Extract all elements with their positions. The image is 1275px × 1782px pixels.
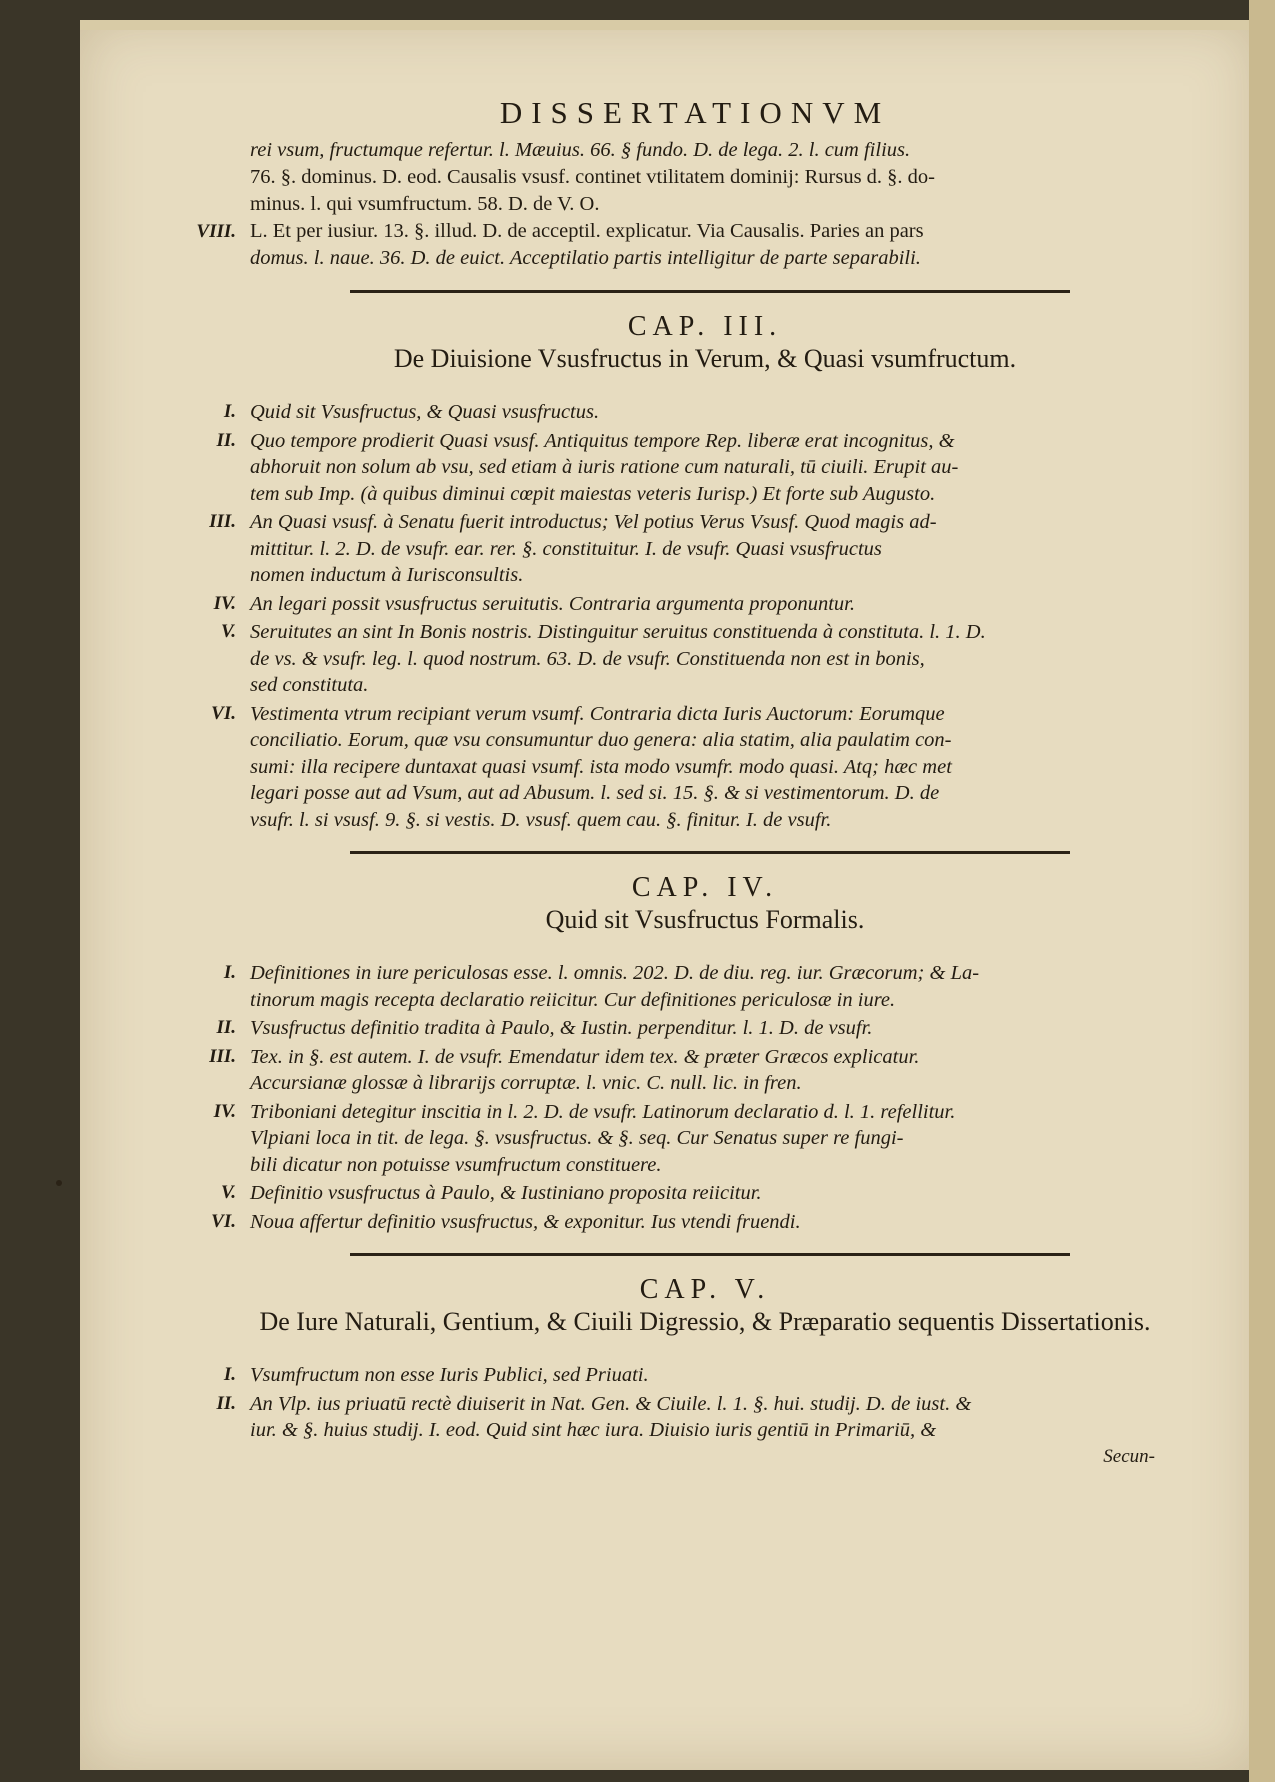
summary-item: [175, 399, 1175, 426]
margin-ink-dot: [56, 1180, 62, 1186]
chapter-subtitle: Quid sit Vsusfructus Formalis.: [545, 905, 865, 934]
summary-line: [175, 1070, 1175, 1097]
summary-line: [175, 509, 1175, 536]
item-number: [175, 536, 250, 563]
chapter-summary-list: [175, 399, 1175, 833]
summary-line: [175, 454, 1175, 481]
chapter-title: CAP. IV.: [631, 872, 779, 903]
item-text: abhoruit non solum ab vsu, sed etiam à iuris ratione cum naturali, tū ciuili. Erupit au-: [250, 456, 959, 478]
item-number: [175, 1417, 250, 1444]
item-text: An Vlp. ius priuatū rectè diuiserit in Nat. Gen. & Ciuile. l. 1. §. hui. studij. D. de iust. &: [250, 1392, 972, 1415]
item-text: Vsusfructus definitio tradita à Paulo, & Iustin. perpenditur. l. 1. D. de vsufr.: [250, 1017, 873, 1039]
item-number: IV.: [213, 1100, 236, 1122]
item-number: VI.: [211, 702, 236, 724]
item-number: [175, 562, 250, 589]
summary-line: [175, 960, 1175, 987]
item-number: [175, 780, 250, 807]
item-text: mittitur. l. 2. D. de vsufr. ear. rer. §. constituitur. I. de vsufr. Quasi vsusfructus: [250, 537, 882, 560]
summary-line: [175, 1152, 1175, 1179]
summary-line: [175, 754, 1175, 781]
item-number: [175, 481, 250, 508]
item-number: I.: [223, 1364, 236, 1385]
summary-line: [175, 1099, 1175, 1126]
item-number: [175, 646, 250, 673]
item-text: Quid sit Vsusfructus, & Quasi vsusfructus.: [250, 401, 600, 423]
item-text: tem sub Imp. (à quibus diminui cœpit maiestas veteris Iurisp.) Et forte sub Augusto.: [250, 482, 936, 505]
item-text: Vlpiani loca in tit. de lega. §. vsusfructus. & §. seq. Cur Senatus super re fungi-: [250, 1127, 904, 1149]
summary-line: [175, 1125, 1175, 1152]
summary-item: [175, 1099, 1175, 1179]
page-content: [175, 95, 1175, 1468]
item-text: de vs. & vsufr. leg. l. quod nostrum. 63. D. de vsufr. Constituenda non est in bonis,: [250, 647, 925, 670]
item-viii: [175, 218, 1175, 245]
item-number: [175, 807, 250, 834]
item-number: III.: [209, 1045, 236, 1067]
chapter-summary-list: [175, 960, 1175, 1235]
summary-item: [175, 591, 1175, 618]
summary-line: [175, 1044, 1175, 1071]
item-number: V.: [221, 621, 236, 642]
summary-line: [175, 727, 1175, 754]
item-text: Definitiones in iure periculosas esse. l. omnis. 202. D. de diu. reg. iur. Græcorum; & La-: [250, 962, 980, 984]
summary-line: [175, 481, 1175, 508]
item-text: L. Et per iusiur. 13. §. illud. D. de acceptil. explicatur. Via Causalis. Paries an pars: [250, 220, 924, 242]
item-number: IV.: [213, 592, 236, 614]
chapters-container: [175, 290, 1175, 1444]
item-number: [175, 1125, 250, 1152]
item-number: II.: [216, 1392, 236, 1414]
summary-item: [175, 1044, 1175, 1097]
chapter-divider-rule: [350, 290, 1070, 293]
summary-item: [175, 428, 1175, 508]
summary-line: [175, 562, 1175, 589]
continuation-line: 76. §. dominus. D. eod. Causalis vsusf. continet vtilitatem dominij: Rursus d. §. do-: [250, 166, 936, 188]
item-text: Noua affertur definitio vsusfructus, & exponitur. Ius vtendi fruendi.: [250, 1210, 801, 1233]
facing-page-edge: [1249, 0, 1275, 1782]
item-text: bili dicatur non potuisse vsumfructum constituere.: [250, 1153, 662, 1176]
summary-line: [175, 399, 1175, 426]
item-number: VI.: [211, 1210, 236, 1232]
summary-line: [175, 428, 1175, 455]
item-text: sed constituta.: [250, 674, 369, 696]
summary-item: [175, 1391, 1175, 1444]
chapter-subtitle: De Iure Naturali, Gentium, & Ciuili Digressio, & Præparatio sequentis Dissertationis.: [259, 1307, 1151, 1336]
item-number: VIII.: [196, 221, 236, 242]
item-text: An legari possit vsusfructus seruitutis. Contraria argumenta proponuntur.: [250, 592, 855, 615]
item-text: tinorum magis recepta declaratio reiicitur. Cur definitiones periculosæ in iure.: [250, 988, 896, 1011]
summary-line: [175, 701, 1175, 728]
summary-line: [175, 1417, 1175, 1444]
summary-line: [175, 1362, 1175, 1389]
continuation-line: rei vsum, fructumque refertur. l. Mæuius. 66. § fundo. D. de lega. 2. l. cum filius.: [250, 139, 911, 161]
summary-item: [175, 701, 1175, 834]
chapter-title: CAP. III.: [627, 311, 783, 342]
item-number: [175, 727, 250, 754]
item-text: legari posse aut ad Vsum, aut ad Abusum. l. sed si. 15. §. & si vestimentorum. D. de: [250, 782, 940, 804]
item-text: An Quasi vsusf. à Senatu fuerit introductus; Vel potius Verus Vsusf. Quod magis ad-: [250, 511, 937, 533]
item-text: Vsumfructum non esse Iuris Publici, sed Priuati.: [250, 1364, 649, 1386]
summary-item: [175, 1180, 1175, 1207]
summary-item: [175, 1015, 1175, 1042]
item-number: II.: [216, 1017, 236, 1038]
item-text: Triboniani detegitur inscitia in l. 2. D. de vsufr. Latinorum declaratio d. l. 1. refellitur.: [250, 1100, 956, 1123]
item-number: II.: [216, 429, 236, 451]
summary-line: [175, 1391, 1175, 1418]
item-number: [175, 1152, 250, 1179]
item-text-line: domus. l. naue. 36. D. de euict. Acceptilatio partis intelligitur de parte separabili.: [250, 247, 921, 269]
item-text: Seruitutes an sint In Bonis nostris. Distinguitur seruitus constituenda à constituta. l. 1. D.: [250, 621, 986, 643]
item-text: conciliatio. Eorum, quæ vsu consumuntur duo genera: alia statim, alia paulatim con-: [250, 729, 952, 751]
summary-item: [175, 619, 1175, 699]
item-text: sumi: illa recipere duntaxat quasi vsumf. ista modo vsumfr. modo quasi. Atq; hæc met: [250, 755, 952, 778]
item-number: [175, 1070, 250, 1097]
summary-line: [175, 1209, 1175, 1236]
summary-line: [175, 987, 1175, 1014]
summary-item: [175, 1209, 1175, 1236]
continuation-block: [175, 137, 1175, 272]
chapter-summary-list: [175, 1362, 1175, 1444]
item-number: III.: [209, 511, 236, 532]
item-number: [175, 454, 250, 481]
summary-item: [175, 1362, 1175, 1389]
summary-item: [175, 509, 1175, 589]
summary-line: [175, 780, 1175, 807]
item-text: iur. & §. huius studij. I. eod. Quid sint hæc iura. Diuisio iuris gentiū in Primariū, &: [250, 1419, 937, 1441]
item-number: [175, 987, 250, 1014]
item-text: Accursianæ glossæ à librarijs corruptæ. l. vnic. C. null. lic. in fren.: [250, 1072, 802, 1094]
chapter-divider-rule: [350, 1253, 1070, 1256]
summary-line: [175, 646, 1175, 673]
summary-line: [175, 591, 1175, 618]
page-top-edge: [80, 20, 1255, 30]
summary-line: [175, 536, 1175, 563]
chapter-subtitle: De Diuisione Vsusfructus in Verum, & Quasi vsumfructum.: [393, 344, 1017, 373]
summary-line: [175, 619, 1175, 646]
item-text: Vestimenta vtrum recipiant verum vsumf. Contraria dicta Iuris Auctorum: Eorumque: [250, 702, 945, 725]
summary-line: [175, 807, 1175, 834]
summary-line: [175, 1015, 1175, 1042]
summary-line: [175, 672, 1175, 699]
summary-line: [175, 1180, 1175, 1207]
item-text: Tex. in §. est autem. I. de vsufr. Emendatur idem tex. & præter Græcos explicatur.: [250, 1045, 920, 1068]
item-number: V.: [221, 1182, 236, 1203]
item-number: [175, 672, 250, 699]
summary-item: [175, 960, 1175, 1013]
item-text: Quo tempore prodierit Quasi vsusf. Antiquitus tempore Rep. liberæ erat incognitus, &: [250, 429, 955, 452]
item-text: nomen inductum à Iurisconsultis.: [250, 564, 524, 586]
item-text: vsufr. l. si vsusf. 9. §. si vestis. D. vsusf. quem cau. §. finitur. I. de vsufr.: [250, 808, 832, 831]
chapter-title: CAP. V.: [639, 1274, 771, 1305]
item-number: I.: [223, 962, 236, 983]
item-number: [175, 754, 250, 781]
running-header: DISSERTATIONVM: [499, 95, 891, 130]
chapter-divider-rule: [350, 851, 1070, 854]
item-text: Definitio vsusfructus à Paulo, & Iustiniano proposita reiicitur.: [250, 1182, 762, 1204]
catchword: Secun-: [1103, 1445, 1155, 1467]
continuation-line: minus. l. qui vsumfructum. 58. D. de V. O.: [250, 193, 600, 215]
item-number: I.: [223, 401, 236, 422]
